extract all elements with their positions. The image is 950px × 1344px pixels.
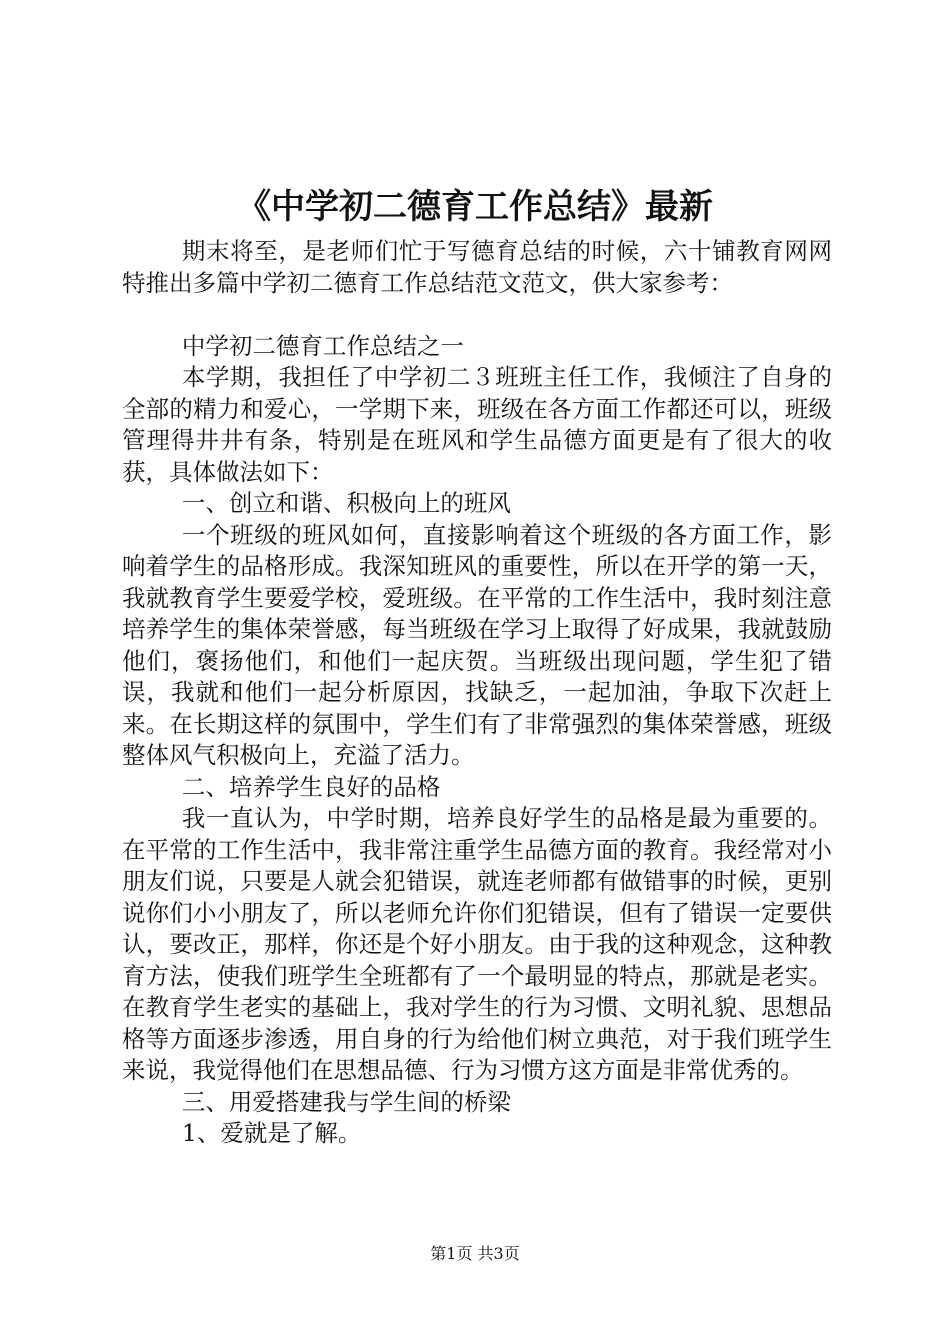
subsection-heading: 一、创立和谐、积极向上的班风 (181, 489, 511, 517)
paragraph: 本学期，我担任了中学初二３班班主任工作，我倾注了自身的全部的精力和爱心，一学期下来，班级在各方面工作都还可以，班级管理得井井有条，特别是在班风和学生品德方面更是有了很大的收获，具体做法如下： (122, 363, 832, 486)
page-number-footer: 第1页 共3页 (430, 1244, 520, 1263)
paragraph-blank (122, 299, 832, 331)
paragraph: 1、爱就是了解。 (181, 1119, 362, 1147)
subsection-heading: 三、用爱搭建我与学生间的桥梁 (181, 1087, 511, 1116)
paragraph: 一个班级的班风如何，直接影响着这个班级的各方面工作，影响着学生的品格形成。我深知班风的重要性，所以在开学的第一天，我就教育学生要爱学校，爱班级。在平常的工作生活中，我时刻注意培养学生的集体荣誉感，每当班级在学习上取得了好成果，我就鼓励他们，褒扬他们，和他们一起庆贺。当班级出现问题，学生犯了错误，我就和他们一起分析原因，找缺乏，一起加油，争取下次赶上来。在长期这样的氛围中，学生们有了非常强烈的集体荣誉感，班级整体风气积极向上，充溢了活力。 (122, 520, 832, 769)
document-title: 《中学初二德育工作总结》最新 (237, 187, 713, 227)
paragraph-intro: 期末将至，是老师们忙于写德育总结的时候，六十铺教育网网特推出多篇中学初二德育工作总结范文范文，供大家参考： (122, 237, 832, 297)
paragraph: 我一直认为，中学时期，培养良好学生的品格是最为重要的。在平常的工作生活中，我非常注重学生品德方面的教育。我经常对小朋友们说，只要是人就会犯错误，就连老师都有做错事的时候，更别说你们小小朋友了，所以老师允许你们犯错误，但有了错误一定要供认，要改正，那样，你还是个好小朋友。由于我的这种观念，这种教育方法，使我们班学生全班都有了一个最明显的特点，那就是老实。在教育学生老实的基础上，我对学生的行为习惯、文明礼貌、思想品格等方面逐步渗透，用自身的行为给他们树立典范，对于我们班学生来说，我觉得他们在思想品德、行为习惯方这方面是非常优秀的。 (122, 804, 832, 1084)
subsection-heading: 二、培养学生良好的品格 (181, 772, 441, 801)
document-body (122, 236, 832, 1150)
section-heading: 中学初二德育工作总结之一 (181, 331, 464, 360)
